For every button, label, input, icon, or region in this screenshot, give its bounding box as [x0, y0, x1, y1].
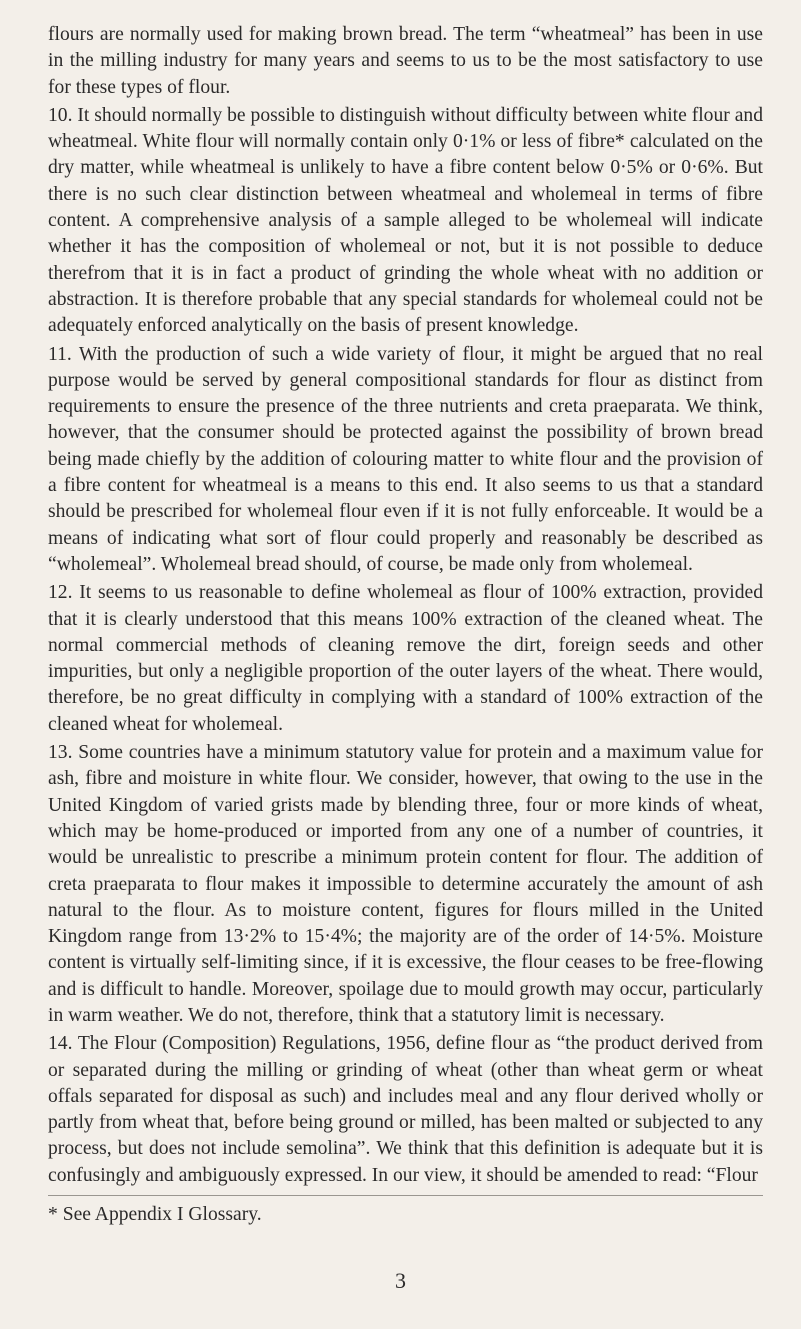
body-text: [48, 22, 763, 1189]
paragraph-12: 12. It seems to us reasonable to define wholemeal as flour of 100% extraction, provided that it is clearly understood that this means 100% extraction of the cleaned wheat. The normal commercial methods of cleaning remove the dirt, foreign seeds and other impurities, but only a negligible proportion of the outer layers of the wheat. There would, therefore, be no great difficulty in complying with a standard of 100% extraction of the cleaned wheat for wholemeal.: [48, 582, 763, 735]
paragraph-10: 10. It should normally be possible to distinguish without difficulty between white flour and wheatmeal. White flour will normally contain only 0·1% or less of fibre* calculated on the dry matter, while wheatmeal is unlikely to have a fibre content below 0·5% or 0·6%. But there is no such clear distinction between wheatmeal and wholemeal in terms of fibre content. A comprehensive analysis of a sample alleged to be wholemeal will indicate whether it has the composition of wholemeal or not, but it is not possible to deduce therefrom that it is in fact a product of grinding the whole wheat with no addition or abstraction. It is therefore probable that any special standards for wholemeal could not be adequately enforced analytically on the basis of present knowledge.: [48, 104, 763, 337]
page-number: 3: [395, 1268, 406, 1293]
paragraph-14: 14. The Flour (Composition) Regulations, 1956, define flour as “the product derived from or separated during the milling or grinding of wheat (other than wheat germ or wheat offals separated for disposal as such) and includes meal and any flour derived wholly or partly from wheat that, before being ground or milled, has been malted or subjected to any process, but does not include semolina”. We think that this definition is adequate but it is confusingly and ambiguously expressed. In our view, it should be amended to read: “Flour: [48, 1033, 763, 1186]
footnote: * See Appendix I Glossary.: [48, 1204, 262, 1226]
paragraph-13: 13. Some countries have a minimum statutory value for protein and a maximum value for ash, fibre and moisture in white flour. We consider, however, that owing to the use in the United Kingdom of varied grists made by blending three, four or more kinds of wheat, which may be home-produced or imported from any one of a number of countries, it would be unrealistic to prescribe a minimum protein content for flour. The addition of creta praeparata to flour makes it impossible to determine accurately the amount of ash natural to the flour. As to moisture content, figures for flours milled in the United Kingdom range from 13·2% to 15·4%; the majority are of the order of 14·5%. Moisture content is virtually self-limiting since, if it is excessive, the flour ceases to be free-flowing and is difficult to handle. Moreover, spoilage due to mould growth may occur, particularly in warm weather. We do not, therefore, think that a statutory limit is necessary.: [48, 742, 763, 1026]
paragraph-continuation: flours are normally used for making brown bread. The term “wheatmeal” has been in use in the milling industry for many years and seems to us to be the most satisfactory to use for these types of flour.: [48, 24, 763, 98]
footnote-divider: [48, 1195, 763, 1196]
paragraph-11: 11. With the production of such a wide variety of flour, it might be argued that no real purpose would be served by general compositional standards for flour as distinct from requirements to ensure the presence of the three nutrients and creta praeparata. We think, however, that the consumer should be protected against the possibility of brown bread being made chiefly by the addition of colouring matter to white flour and the provision of a fibre content for wheatmeal is a means to this end. It also seems to us that a standard should be prescribed for wholemeal flour even if it is not fully enforceable. It would be a means of indicating what sort of flour could properly and reasonably be described as “wholemeal”. Wholemeal bread should, of course, be made only from wholemeal.: [48, 343, 763, 575]
